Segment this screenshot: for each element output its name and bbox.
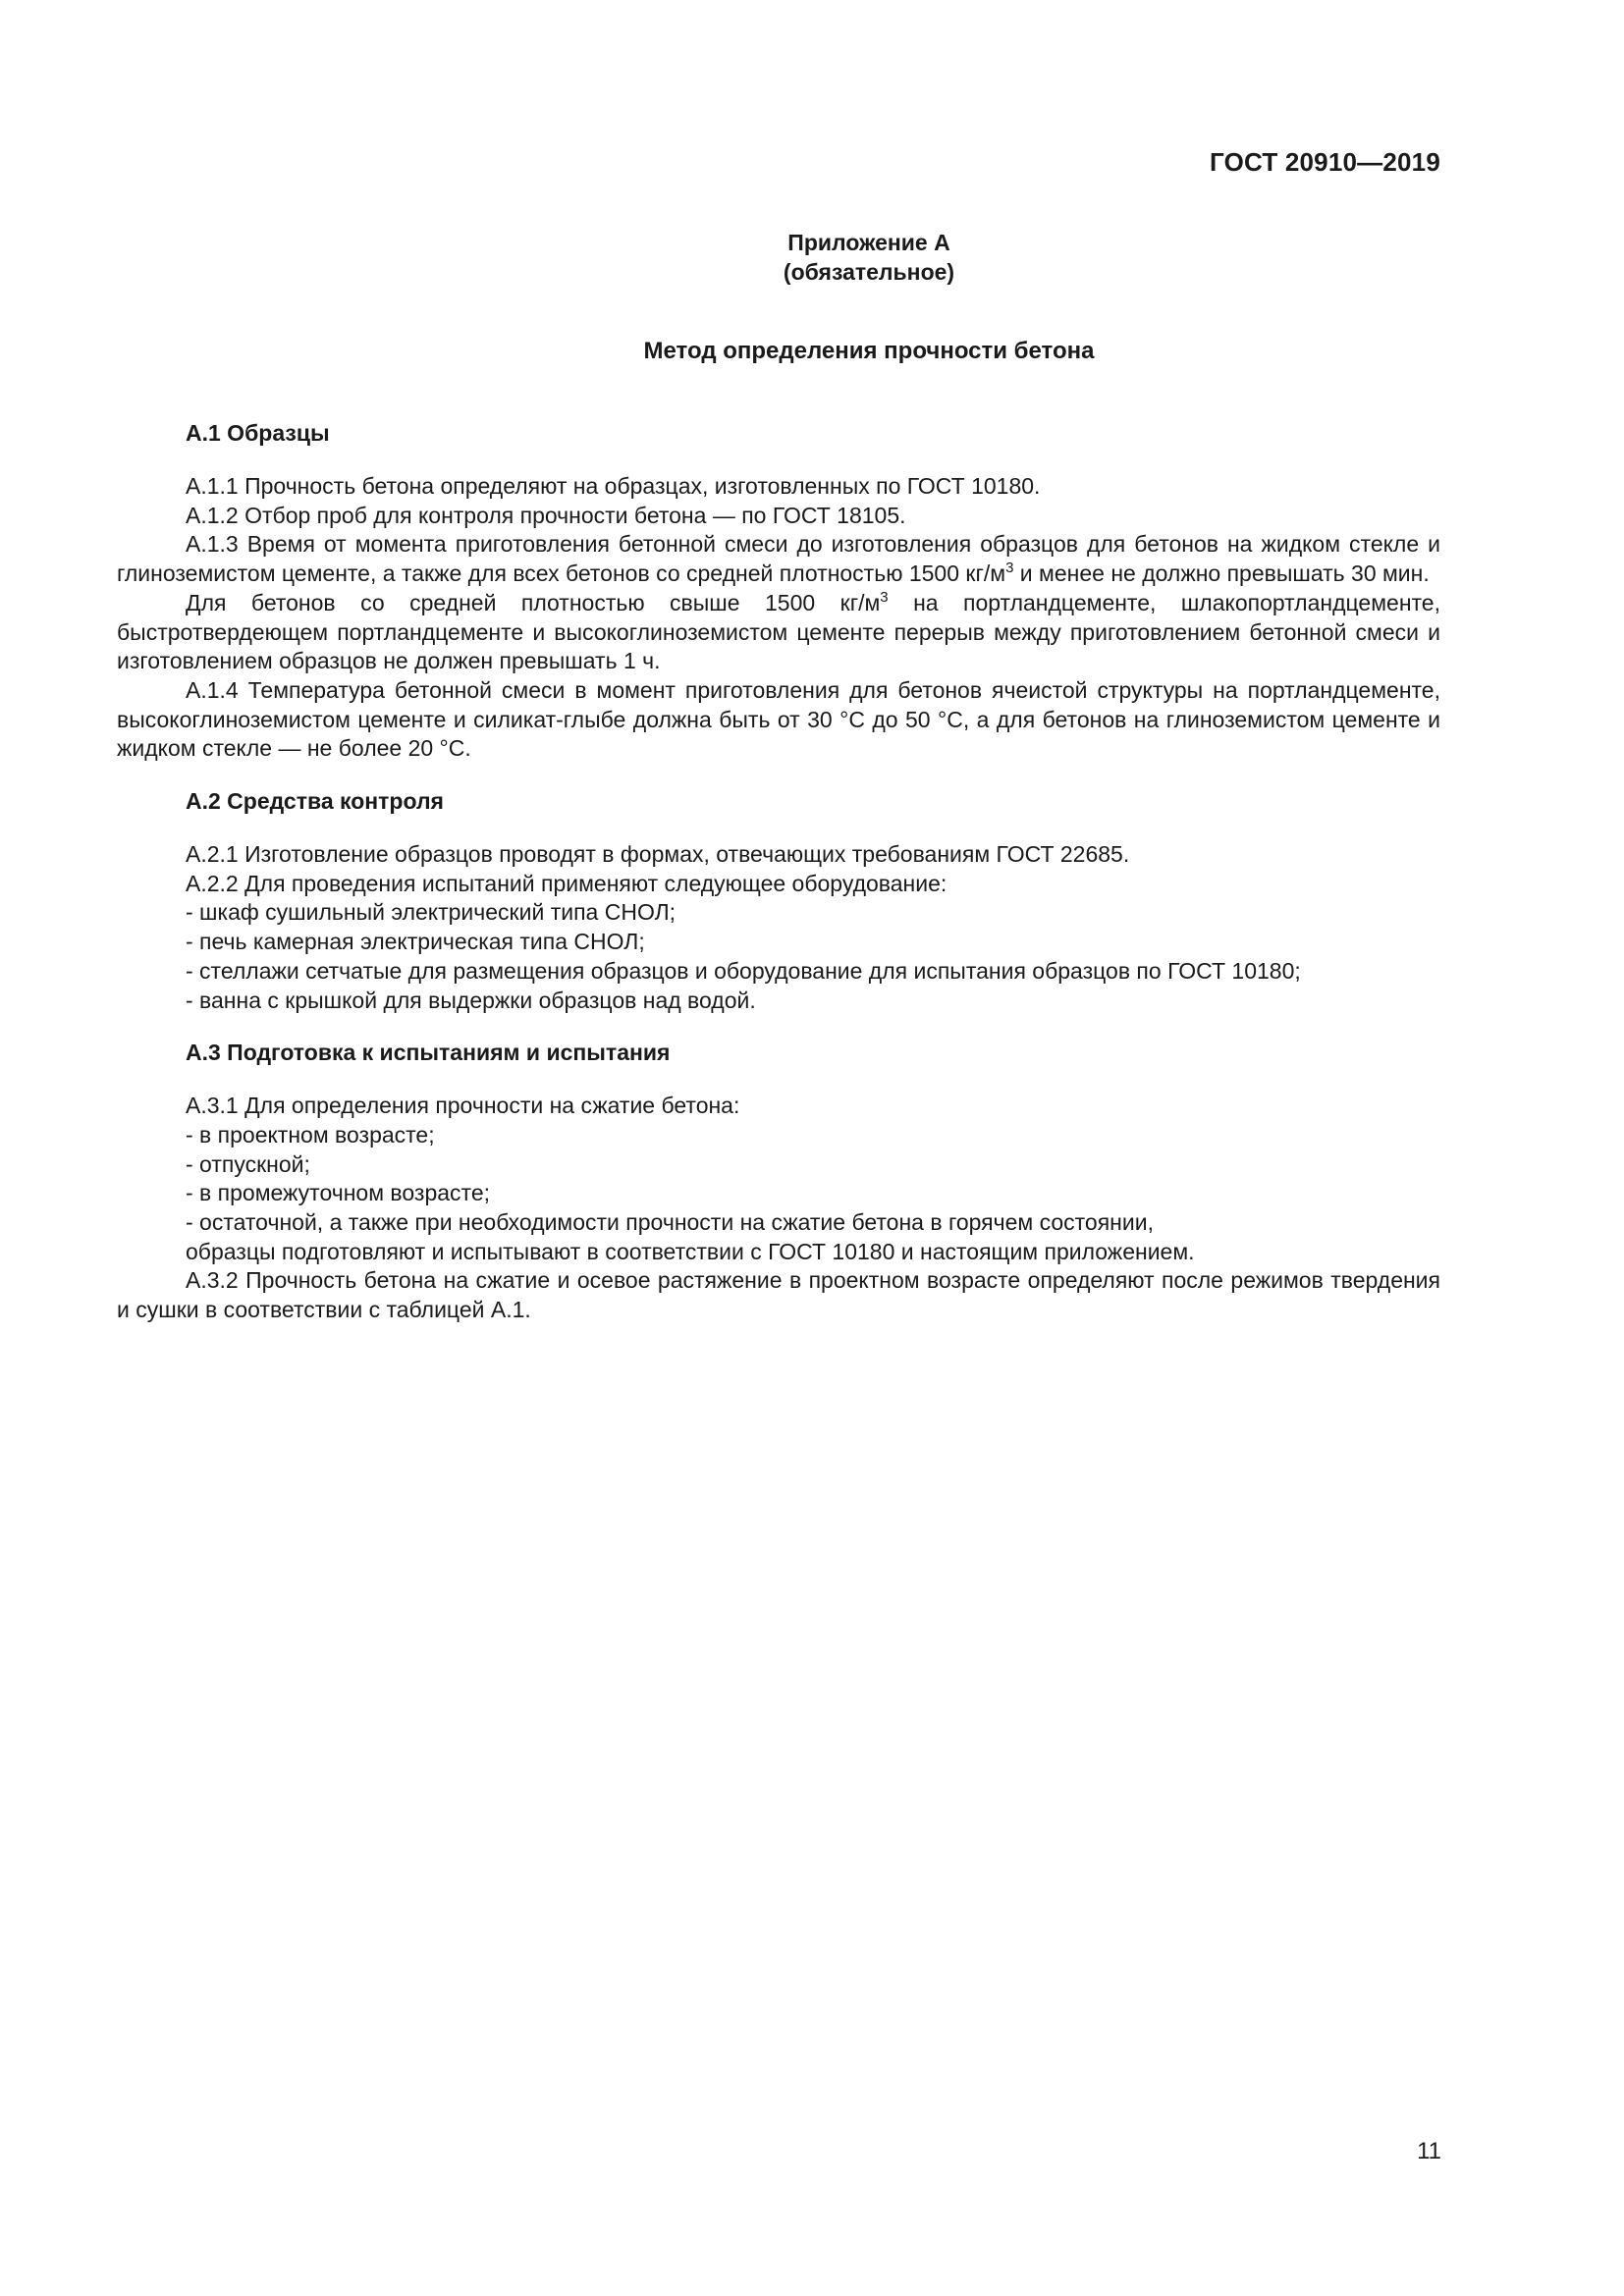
- superscript-3: 3: [880, 588, 889, 606]
- document-code: ГОСТ 20910—2019: [1210, 147, 1440, 177]
- paragraph-a1-2: А.1.2 Отбор проб для контроля прочности бетона — по ГОСТ 18105.: [186, 502, 906, 528]
- list-item: - печь камерная электрическая типа СНОЛ;: [186, 929, 645, 955]
- list-item: - стеллажи сетчатые для размещения образцов и оборудование для испытания образцов по ГОСТ 10180;: [186, 957, 1301, 984]
- paragraph-a2-2: А.2.2 Для проведения испытаний применяют следующее оборудование:: [186, 870, 947, 896]
- superscript-3: 3: [1005, 560, 1014, 577]
- section-heading-a3: А.3 Подготовка к испытаниям и испытания: [186, 1040, 671, 1066]
- list-item: - шкаф сушильный электрический типа СНОЛ;: [186, 899, 677, 926]
- annex-status: (обязательное): [783, 259, 955, 285]
- paragraph-a1-3-tail: и менее не должно превышать 30 мин.: [1013, 561, 1430, 587]
- paragraph-a1-3-continued: [117, 589, 1440, 676]
- section-heading-a2: А.2 Средства контроля: [186, 788, 444, 815]
- paragraph-a1-4: А.1.4 Температура бетонной смеси в момент приготовления для бетонов ячеистой структуры на портландцементе, высокоглиноземистом цементе и силикат-глыбе должна быть от 30 °С до 50 °С, а для бетонов на глиноземистом цементе и жидком стекле — не более 20 °С.: [117, 676, 1440, 762]
- paragraph-a3-2: А.3.2 Прочность бетона на сжатие и осевое растяжение в проектном возрасте определяют после режимов твердения и сушки в соответствии с таблицей А.1.: [117, 1267, 1440, 1323]
- paragraph-a1-3-text: А.1.3 Время от момента приготовления бетонной смеси до изготовления образцов для бетонов на жидком стекле и глиноземистом цементе, а также для всех бетонов со средней плотностью 1500 кг/м: [117, 531, 1440, 587]
- paragraph-continued-text: Для бетонов со средней плотностью свыше 1500 кг/м: [186, 589, 881, 615]
- annex-heading: [0, 228, 1624, 287]
- main-title: [0, 337, 1624, 366]
- annex-title: Приложение А: [787, 230, 950, 255]
- section-heading-a1: А.1 Образцы: [186, 420, 330, 446]
- paragraph-a2-1: А.2.1 Изготовление образцов проводят в формах, отвечающих требованиям ГОСТ 22685.: [186, 841, 1130, 868]
- page-number: 11: [1417, 2138, 1441, 2164]
- list-item: - в промежуточном возрасте;: [186, 1180, 491, 1206]
- paragraph-a3-1-tail: образцы подготовляют и испытывают в соответствии с ГОСТ 10180 и настоящим приложением.: [186, 1238, 1195, 1264]
- list-item: - остаточной, а также при необходимости прочности на сжатие бетона в горячем состоянии,: [186, 1209, 1154, 1236]
- paragraph-a3-1: А.3.1 Для определения прочности на сжатие бетона:: [186, 1093, 740, 1119]
- list-item: - в проектном возрасте;: [186, 1121, 435, 1148]
- list-item: - ванна с крышкой для выдержки образцов над водой.: [186, 987, 756, 1013]
- main-title-text: Метод определения прочности бетона: [643, 338, 1095, 364]
- paragraph-a1-3: [117, 530, 1440, 588]
- paragraph-a1-1: А.1.1 Прочность бетона определяют на образцах, изготовленных по ГОСТ 10180.: [186, 473, 1041, 499]
- paragraph-continued-tail: на портландцементе, шлакопортландцементе, быстротвердеющем портландцементе и высокоглиноземистом цементе перерыв между приготовлением бетонной смеси и изготовлением образцов не должен превышать 1 ч.: [117, 589, 1440, 674]
- list-item: - отпускной;: [186, 1150, 310, 1177]
- document-body: [117, 419, 1440, 1325]
